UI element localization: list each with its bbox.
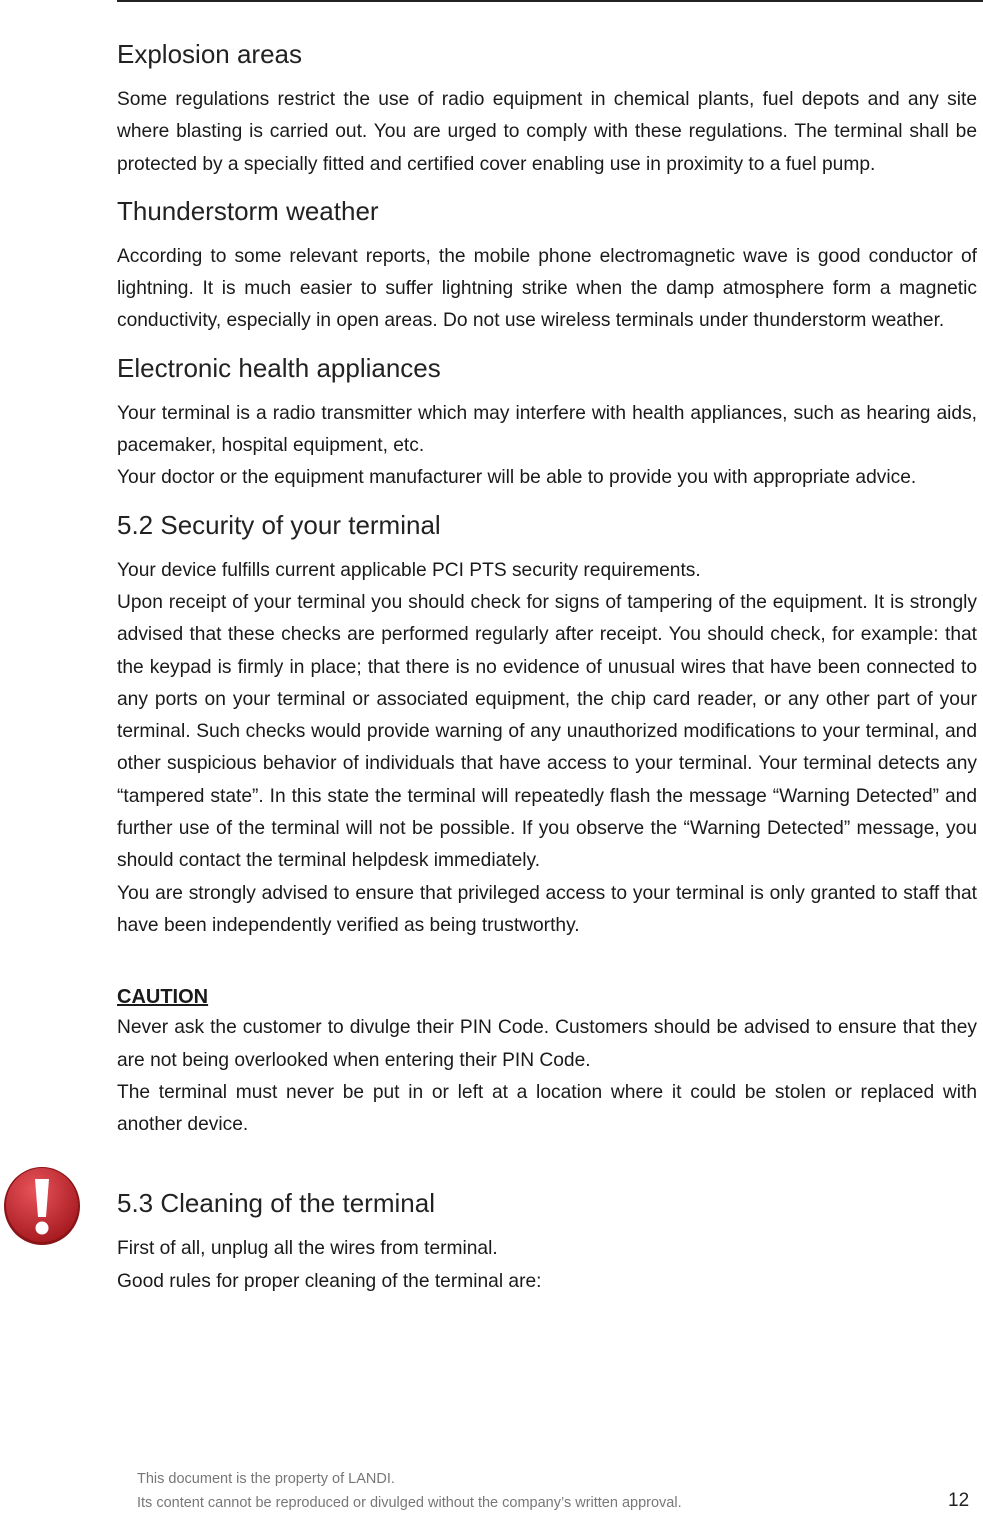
paragraph: Some regulations restrict the use of radio equipment in chemical plants, fuel depots and any site where blasting is carried out. You are urged to comply with these regulations. The terminal shall be protected by a specially fitted and certified cover enabling use in proximity to a fuel pump. <box>117 89 977 175</box>
heading-health-appliances: Electronic health appliances <box>117 352 441 383</box>
paragraph: Your doctor or the equipment manufacturer will be able to provide you with appropriate advice. <box>117 467 917 489</box>
page-content <box>117 38 977 1312</box>
heading-security: 5.2 Security of your terminal <box>117 509 441 540</box>
paragraph: Never ask the customer to divulge their PIN Code. Customers should be advised to ensure that they are not being overlooked when entering their PIN Code. <box>117 1017 977 1071</box>
paragraph: Your device fulfills current applicable PCI PTS security requirements. <box>117 559 701 581</box>
paragraph: You are strongly advised to ensure that privileged access to your terminal is only granted to staff that have been independently verified as being trustworthy. <box>117 882 977 936</box>
paragraph: Good rules for proper cleaning of the terminal are: <box>117 1270 542 1292</box>
caution-exclamation-icon <box>2 1165 82 1247</box>
section-thunderstorm <box>117 195 977 338</box>
page-number: 12 <box>948 1490 970 1511</box>
paragraph: The terminal must never be put in or left at a location where it could be stolen or replaced with another device. <box>117 1081 977 1136</box>
section-caution <box>117 982 977 1141</box>
paragraph: According to some relevant reports, the mobile phone electromagnetic wave is good conductor of lightning. It is much easier to suffer lightning strike when the damp atmosphere form a magnetic conductivity, especially in open areas. Do not use wireless terminals under thunderstorm weather. <box>117 245 977 332</box>
top-rule <box>117 0 983 2</box>
section-cleaning <box>117 1187 977 1298</box>
footer <box>137 1467 682 1515</box>
footer-line-2: Its content cannot be reproduced or divulged without the company’s written approval. <box>137 1495 682 1511</box>
footer-line-1: This document is the property of LANDI. <box>137 1471 395 1487</box>
caution-title: CAUTION <box>117 986 209 1009</box>
paragraph: Upon receipt of your terminal you should check for signs of tampering of the equipment. It is strongly advised that these checks are performed regularly after receipt. You should check, for example: that the keypad is firmly in place; that there is no evidence of unusual wires that have been connected to any ports on your terminal or associated equipment, the chip card reader, or any other part of your terminal. Such checks would provide warning of any unauthorized modifications to your terminal, and other suspicious behavior of individuals that have access to your terminal. Your terminal detects any “tampered state”. In this state the terminal will repeatedly flash the message “Warning Detected” and further use of the terminal will not be possible. If you observe the “Warning Detected” message, you should contact the terminal helpdesk immediately. <box>117 591 977 872</box>
heading-thunderstorm: Thunderstorm weather <box>117 195 379 226</box>
heading-explosion-areas: Explosion areas <box>117 39 302 69</box>
section-health-appliances <box>117 352 977 495</box>
section-explosion-areas <box>117 38 977 181</box>
section-security <box>117 509 977 943</box>
paragraph: Your terminal is a radio transmitter which may interfere with health appliances, such as hearing aids, pacemaker, hospital equipment, etc. <box>117 402 977 457</box>
paragraph: First of all, unplug all the wires from terminal. <box>117 1238 498 1260</box>
heading-cleaning: 5.3 Cleaning of the terminal <box>117 1188 435 1219</box>
